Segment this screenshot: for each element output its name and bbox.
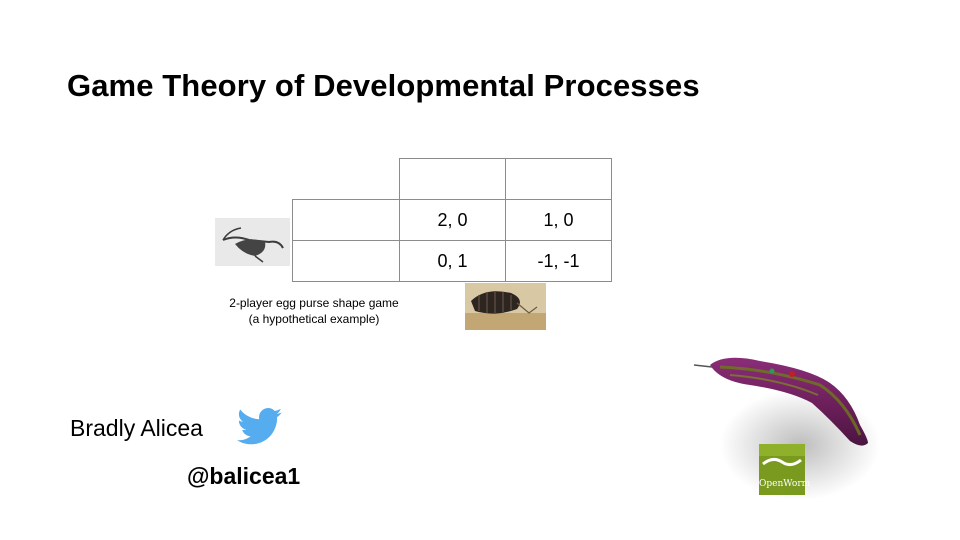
payoff-cell: 1, 0	[506, 200, 612, 241]
twitter-handle: @balicea1	[187, 463, 301, 489]
payoff-row	[293, 241, 612, 282]
caption-line: (a hypothetical example)	[248, 312, 380, 326]
openworm-logo-label: OpenWorm	[759, 479, 811, 489]
egg-purse-image	[215, 218, 290, 266]
row-header-cell	[293, 200, 400, 241]
payoff-matrix	[292, 158, 612, 282]
caption-line: 2-player egg purse shape game	[229, 296, 399, 310]
slide-title: Game Theory of Developmental Processes	[67, 68, 700, 103]
author-name: Bradly Alicea	[70, 415, 203, 441]
column-header-cell	[400, 159, 506, 200]
row-header-cell	[293, 241, 400, 282]
payoff-row	[293, 200, 612, 241]
payoff-cell: -1, -1	[506, 241, 612, 282]
twitter-bird-icon	[237, 408, 283, 446]
column-header-cell	[506, 159, 612, 200]
payoff-cell: 2, 0	[400, 200, 506, 241]
payoff-header-row	[293, 159, 612, 200]
matrix-caption	[214, 295, 414, 327]
egg-capsule-image	[465, 283, 546, 330]
payoff-cell: 0, 1	[400, 241, 506, 282]
matrix-corner-cell	[293, 159, 400, 200]
